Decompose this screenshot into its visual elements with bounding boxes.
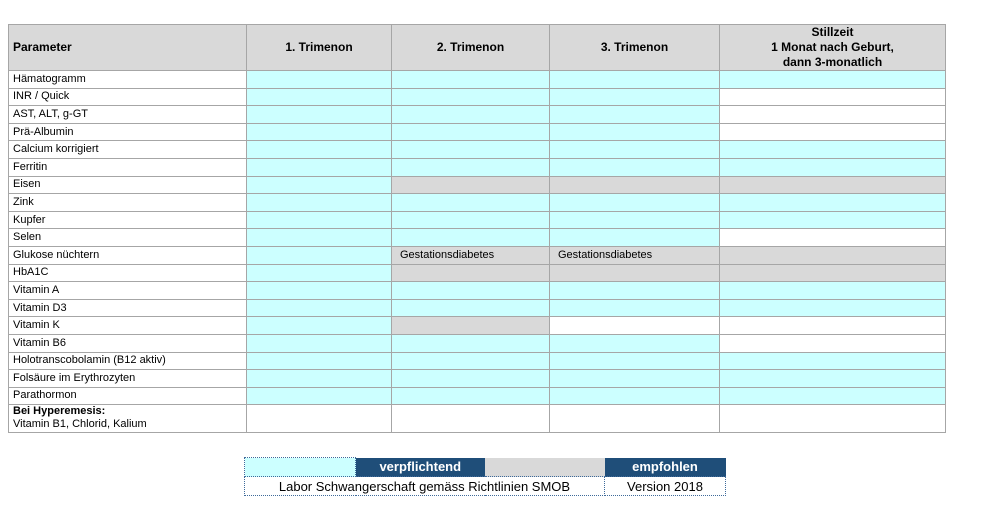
schedule-cell (392, 194, 550, 212)
table-row (9, 88, 946, 106)
schedule-cell (247, 71, 392, 89)
table-row (9, 211, 946, 229)
schedule-cell (550, 370, 720, 388)
schedule-cell (550, 264, 720, 282)
schedule-cell (550, 317, 720, 335)
schedule-cell (550, 282, 720, 300)
table-row (9, 370, 946, 388)
parameter-label: Holotranscobolamin (B12 aktiv) (9, 352, 247, 370)
schedule-cell (392, 299, 550, 317)
table-row (9, 194, 946, 212)
schedule-cell (550, 194, 720, 212)
schedule-cell (247, 387, 392, 405)
lab-schedule-table (8, 24, 946, 433)
table-row (9, 158, 946, 176)
schedule-cell (247, 246, 392, 264)
table-row (9, 176, 946, 194)
schedule-cell (720, 246, 946, 264)
legend-recommended-label: empfohlen (605, 458, 726, 477)
table-row (9, 352, 946, 370)
schedule-cell (550, 405, 720, 433)
parameter-label: Glukose nüchtern (9, 246, 247, 264)
schedule-cell (720, 106, 946, 124)
schedule-cell (392, 387, 550, 405)
parameter-label: Parathormon (9, 387, 247, 405)
header-lactation-line3: dann 3-monatlich (782, 55, 883, 69)
legend-table (244, 457, 726, 496)
legend-row (245, 458, 726, 477)
schedule-cell (720, 123, 946, 141)
parameter-label: Kupfer (9, 211, 247, 229)
schedule-cell (550, 387, 720, 405)
schedule-cell: Gestationsdiabetes (392, 246, 550, 264)
schedule-cell (720, 71, 946, 89)
table-row (9, 106, 946, 124)
schedule-cell (392, 211, 550, 229)
header-lactation-line1: Stillzeit (811, 25, 854, 39)
schedule-cell (392, 88, 550, 106)
schedule-cell (392, 264, 550, 282)
schedule-cell (720, 334, 946, 352)
header-lactation (720, 25, 946, 71)
schedule-cell (247, 317, 392, 335)
schedule-cell (720, 352, 946, 370)
table-row (9, 264, 946, 282)
schedule-cell (550, 352, 720, 370)
schedule-cell (550, 71, 720, 89)
hyperemesis-items: Vitamin B1, Chlorid, Kalium (13, 418, 147, 431)
header-row (9, 25, 946, 71)
schedule-cell (550, 123, 720, 141)
schedule-cell (550, 141, 720, 159)
schedule-cell (720, 229, 946, 247)
schedule-cell (720, 194, 946, 212)
table-row (9, 334, 946, 352)
schedule-cell (247, 405, 392, 433)
schedule-cell (392, 123, 550, 141)
table-row (9, 229, 946, 247)
parameter-label: INR / Quick (9, 88, 247, 106)
header-trimester-2: 2. Trimenon (392, 25, 550, 71)
table-row (9, 387, 946, 405)
schedule-cell (720, 211, 946, 229)
table-row (9, 123, 946, 141)
legend-footer-title: Labor Schwangerschaft gemäss Richtlinien SMOB (245, 477, 605, 496)
table-body (9, 71, 946, 433)
schedule-cell (392, 229, 550, 247)
schedule-cell (550, 211, 720, 229)
schedule-cell (247, 370, 392, 388)
legend-swatch-mandatory (245, 458, 356, 477)
schedule-cell (550, 176, 720, 194)
parameter-label: Folsäure im Erythrozyten (9, 370, 247, 388)
schedule-cell (392, 71, 550, 89)
schedule-cell (247, 211, 392, 229)
schedule-cell (392, 405, 550, 433)
table-row-hyperemesis (9, 405, 946, 433)
schedule-cell (247, 229, 392, 247)
hyperemesis-title: Bei Hyperemesis: (13, 405, 106, 418)
table-row (9, 299, 946, 317)
parameter-label: Hämatogramm (9, 71, 247, 89)
schedule-cell (550, 334, 720, 352)
schedule-cell (247, 141, 392, 159)
table-row (9, 71, 946, 89)
legend-footer-row (245, 477, 726, 496)
parameter-label: Vitamin D3 (9, 299, 247, 317)
schedule-cell (392, 370, 550, 388)
schedule-cell (247, 106, 392, 124)
schedule-cell (247, 334, 392, 352)
schedule-cell (720, 370, 946, 388)
schedule-cell (247, 352, 392, 370)
parameter-label: HbA1C (9, 264, 247, 282)
parameter-label: Zink (9, 194, 247, 212)
legend-swatch-recommended (485, 458, 605, 477)
schedule-cell (247, 123, 392, 141)
schedule-cell (720, 88, 946, 106)
table-row (9, 141, 946, 159)
schedule-cell (247, 282, 392, 300)
schedule-cell (247, 176, 392, 194)
schedule-cell (392, 352, 550, 370)
schedule-cell (720, 264, 946, 282)
schedule-cell (392, 158, 550, 176)
schedule-cell (720, 282, 946, 300)
schedule-cell (720, 317, 946, 335)
table-row (9, 246, 946, 264)
schedule-cell (720, 299, 946, 317)
schedule-cell (550, 106, 720, 124)
schedule-cell (392, 334, 550, 352)
schedule-cell (720, 176, 946, 194)
schedule-cell (247, 194, 392, 212)
legend-mandatory-label: verpflichtend (356, 458, 485, 477)
header-trimester-3: 3. Trimenon (550, 25, 720, 71)
schedule-cell (550, 88, 720, 106)
schedule-cell (550, 299, 720, 317)
schedule-cell (550, 229, 720, 247)
schedule-cell (392, 176, 550, 194)
schedule-cell (720, 158, 946, 176)
parameter-label: Calcium korrigiert (9, 141, 247, 159)
schedule-cell (247, 264, 392, 282)
hyperemesis-label (9, 405, 247, 433)
parameter-label: Vitamin B6 (9, 334, 247, 352)
schedule-cell (550, 158, 720, 176)
table-row (9, 317, 946, 335)
parameter-label: Ferritin (9, 158, 247, 176)
parameter-label: Vitamin A (9, 282, 247, 300)
schedule-cell (392, 106, 550, 124)
schedule-cell (392, 282, 550, 300)
parameter-label: Eisen (9, 176, 247, 194)
parameter-label: Selen (9, 229, 247, 247)
schedule-cell (720, 387, 946, 405)
schedule-cell (247, 158, 392, 176)
parameter-label: Vitamin K (9, 317, 247, 335)
header-trimester-1: 1. Trimenon (247, 25, 392, 71)
schedule-cell (392, 141, 550, 159)
schedule-cell (720, 141, 946, 159)
parameter-label: Prä-Albumin (9, 123, 247, 141)
legend-footer-version: Version 2018 (605, 477, 726, 496)
schedule-cell (247, 88, 392, 106)
schedule-cell: Gestationsdiabetes (550, 246, 720, 264)
schedule-cell (247, 299, 392, 317)
header-parameter: Parameter (9, 25, 247, 71)
table-row (9, 282, 946, 300)
schedule-cell (392, 317, 550, 335)
schedule-cell (720, 405, 946, 433)
header-lactation-line2: 1 Monat nach Geburt, (771, 40, 894, 54)
parameter-label: AST, ALT, g-GT (9, 106, 247, 124)
